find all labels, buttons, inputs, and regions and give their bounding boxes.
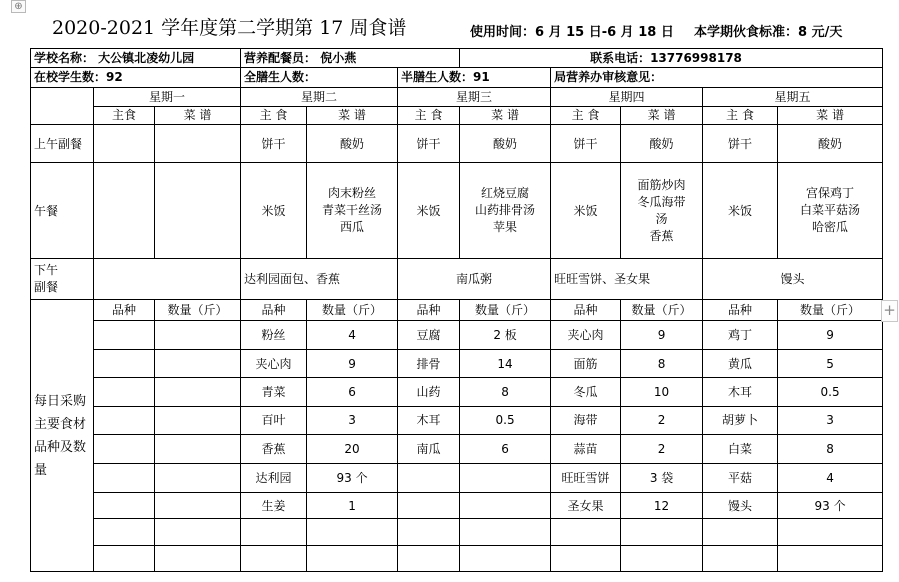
item-header: 品种 [94,300,155,320]
ingredient-quantity [155,519,241,545]
ingredient-name: 南瓜 [398,435,460,464]
ingredient-quantity [155,378,241,406]
day-header: 星期四 [551,87,703,106]
ingredient-quantity: 3 袋 [621,464,703,492]
ingredient-quantity: 4 [778,464,883,492]
student-count: 在校学生数：92 [31,68,241,87]
quantity-header: 数量（斤） [460,300,551,320]
dish-header: 菜 谱 [778,106,883,124]
ingredient-name: 面筋 [551,349,621,377]
item-header: 品种 [398,300,460,320]
ingredient-name: 达利园 [241,464,307,492]
afternoon-snack: 南瓜粥 [398,258,551,300]
info-row-1 [31,49,883,68]
ingredient-name [703,545,778,571]
purchase-row [31,519,883,545]
main-food-header: 主 食 [241,106,307,124]
ingredient-quantity [155,545,241,571]
ingredient-name [551,519,621,545]
main-food-header: 主 食 [551,106,621,124]
morning-snack-row [31,124,883,163]
table-move-handle-icon[interactable]: ⊕ [11,0,26,13]
main-food-header: 主 食 [398,106,460,124]
ingredient-name: 平菇 [703,464,778,492]
ingredient-name [94,545,155,571]
morning-main-food: 饼干 [398,124,460,163]
lunch-main-food: 米饭 [398,163,460,258]
ingredient-quantity: 8 [778,435,883,464]
afternoon-snack: 旺旺雪饼、圣女果 [551,258,703,300]
quantity-header: 数量（斤） [155,300,241,320]
purchase-row [31,406,883,434]
item-header: 品种 [703,300,778,320]
purchase-row [31,349,883,377]
purchase-row [31,464,883,492]
ingredient-quantity: 3 [778,406,883,434]
ingredient-name [551,545,621,571]
day-header: 星期五 [703,87,883,106]
ingredient-quantity: 2 [621,406,703,434]
nutritionist: 营养配餐员： 倪小燕 [241,49,460,68]
ingredient-name [241,545,307,571]
ingredient-name [398,545,460,571]
day-header-row [31,87,883,106]
ingredient-name [398,519,460,545]
dish-header: 菜 谱 [621,106,703,124]
ingredient-quantity [155,406,241,434]
phone: 联系电话：13776998178 [460,49,883,68]
ingredient-quantity [778,519,883,545]
day-header: 星期一 [94,87,241,106]
ingredient-name [94,406,155,434]
full-board-count: 全膳生人数： [241,68,398,87]
ingredient-quantity [307,519,398,545]
ingredient-quantity: 2 [621,435,703,464]
half-board-count: 半膳生人数：91 [398,68,551,87]
ingredient-name [94,378,155,406]
ingredient-quantity: 1 [307,492,398,518]
ingredient-name: 粉丝 [241,320,307,349]
ingredient-quantity: 9 [307,349,398,377]
ingredient-name: 排骨 [398,349,460,377]
lunch-main-food: 米饭 [703,163,778,258]
afternoon-snack-label: 下午 副餐 [31,258,94,300]
morning-main-food: 饼干 [551,124,621,163]
ingredient-quantity [155,435,241,464]
lunch-dish: 肉末粉丝 青菜干丝汤 西瓜 [307,163,398,258]
ingredient-quantity [460,492,551,518]
dish-header: 菜 谱 [307,106,398,124]
ingredient-quantity [307,545,398,571]
ingredient-quantity: 9 [621,320,703,349]
ingredient-quantity [155,320,241,349]
ingredient-quantity: 8 [621,349,703,377]
page-title: 2020-2021 学年度第二学期第 17 周食谱 [52,17,407,39]
day-header: 星期三 [398,87,551,106]
ingredient-quantity: 3 [307,406,398,434]
corner-cell [31,87,94,124]
ingredient-name: 夹心肉 [551,320,621,349]
afternoon-snack [94,258,241,300]
ingredient-name: 木耳 [398,406,460,434]
usage-time: 使用时间：6 月 15 日-6 月 18 日 [470,25,674,40]
school-name: 学校名称： 大公镇北凌幼儿园 [31,49,241,68]
morning-dish: 酸奶 [460,124,551,163]
ingredient-name: 香蕉 [241,435,307,464]
morning-main-food: 饼干 [703,124,778,163]
lunch-row [31,163,883,258]
ingredient-quantity: 20 [307,435,398,464]
lunch-label: 午餐 [31,163,94,258]
ingredient-name: 夹心肉 [241,349,307,377]
quantity-header: 数量（斤） [621,300,703,320]
ingredient-name: 鸡丁 [703,320,778,349]
ingredient-quantity [778,545,883,571]
ingredient-quantity [460,545,551,571]
item-header: 品种 [551,300,621,320]
ingredient-name: 冬瓜 [551,378,621,406]
morning-snack-label: 上午副餐 [31,124,94,163]
afternoon-snack: 馒头 [703,258,883,300]
ingredient-name: 百叶 [241,406,307,434]
morning-main-food [94,124,155,163]
morning-dish [155,124,241,163]
ingredient-quantity: 14 [460,349,551,377]
morning-dish: 酸奶 [621,124,703,163]
ingredient-quantity [621,519,703,545]
ingredient-name: 生姜 [241,492,307,518]
ingredient-quantity: 2 板 [460,320,551,349]
item-header: 品种 [241,300,307,320]
ingredient-name [398,492,460,518]
ingredient-quantity: 9 [778,320,883,349]
info-row-2 [31,68,883,87]
purchase-header-row [31,300,883,320]
ingredient-quantity [460,464,551,492]
ingredient-name [94,435,155,464]
dish-header: 菜 谱 [155,106,241,124]
ingredient-name: 蒜苗 [551,435,621,464]
ingredient-quantity: 93 个 [778,492,883,518]
morning-dish: 酸奶 [307,124,398,163]
ingredient-name: 旺旺雪饼 [551,464,621,492]
purchase-row [31,435,883,464]
ingredient-name: 木耳 [703,378,778,406]
purchase-row [31,545,883,571]
lunch-dish: 面筋炒肉 冬瓜海带 汤 香蕉 [621,163,703,258]
quantity-header: 数量（斤） [778,300,883,320]
ingredient-name: 海带 [551,406,621,434]
ingredient-quantity [155,349,241,377]
purchase-row [31,492,883,518]
lunch-dish [155,163,241,258]
review-opinion: 局营养办审核意见： [551,68,883,87]
main-food-header: 主 食 [703,106,778,124]
ingredient-name: 馒头 [703,492,778,518]
ingredient-name: 胡萝卜 [703,406,778,434]
ingredient-quantity: 6 [460,435,551,464]
ingredient-name [94,349,155,377]
ingredient-quantity: 10 [621,378,703,406]
add-row-icon[interactable]: + [881,300,898,322]
ingredient-name [94,320,155,349]
morning-main-food: 饼干 [241,124,307,163]
main-food-header: 主食 [94,106,155,124]
ingredient-quantity [155,464,241,492]
ingredient-quantity [155,492,241,518]
lunch-dish: 宫保鸡丁 白菜平菇汤 哈密瓜 [778,163,883,258]
subheader-row [31,106,883,124]
ingredient-name [703,519,778,545]
ingredient-name: 圣女果 [551,492,621,518]
ingredient-name [398,464,460,492]
dish-header: 菜 谱 [460,106,551,124]
purchase-row [31,320,883,349]
ingredient-name [94,492,155,518]
ingredient-quantity: 0.5 [778,378,883,406]
ingredient-quantity: 12 [621,492,703,518]
ingredient-quantity: 5 [778,349,883,377]
day-header: 星期二 [241,87,398,106]
ingredient-name: 豆腐 [398,320,460,349]
ingredient-quantity: 4 [307,320,398,349]
ingredient-name: 黄瓜 [703,349,778,377]
menu-table [30,48,883,572]
ingredient-name [241,519,307,545]
ingredient-quantity [460,519,551,545]
quantity-header: 数量（斤） [307,300,398,320]
ingredient-name: 白菜 [703,435,778,464]
ingredient-quantity: 0.5 [460,406,551,434]
ingredient-name [94,519,155,545]
afternoon-snack: 达利园面包、香蕉 [241,258,398,300]
afternoon-snack-row [31,258,883,300]
ingredient-name [94,464,155,492]
ingredient-name: 山药 [398,378,460,406]
purchase-label: 每日采购主要食材品种及数量 [31,300,94,572]
purchase-row [31,378,883,406]
meal-standard: 本学期伙食标准：8 元/天 [694,25,843,40]
morning-dish: 酸奶 [778,124,883,163]
ingredient-quantity: 8 [460,378,551,406]
ingredient-name: 青菜 [241,378,307,406]
lunch-dish: 红烧豆腐 山药排骨汤 苹果 [460,163,551,258]
ingredient-quantity: 6 [307,378,398,406]
lunch-main-food [94,163,155,258]
ingredient-quantity [621,545,703,571]
lunch-main-food: 米饭 [551,163,621,258]
ingredient-quantity: 93 个 [307,464,398,492]
lunch-main-food: 米饭 [241,163,307,258]
